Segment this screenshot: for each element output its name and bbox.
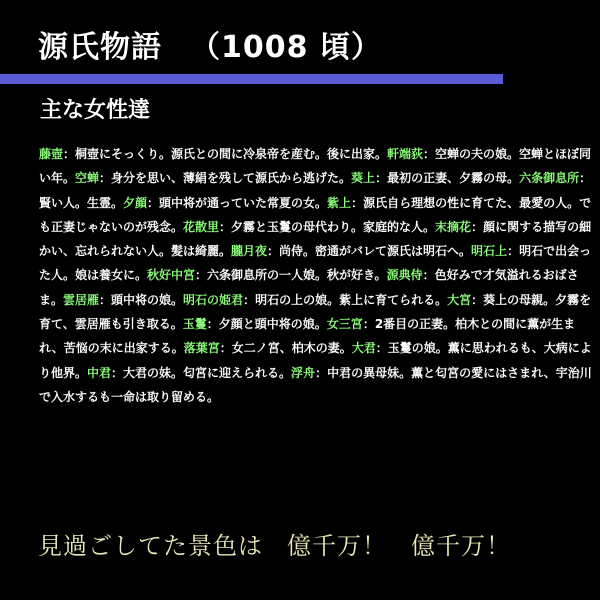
character-description: ：2番目の正妻。柏木との間に薫が生まれ、苦悩の末に出家する。 (39, 317, 576, 356)
character-description: ：玉鬘の娘。薫に思われるも、大病により他界。 (39, 341, 592, 380)
character-description: ：大君の妹。匂宮に迎えられる。 (111, 365, 292, 380)
character-description: ：頭中将の娘。 (99, 292, 184, 307)
character-description: ：中君の異母妹。薫と匂宮の愛にはさまれ、宇治川で入水するも一命は取り留める。 (39, 365, 592, 404)
character-description: ：尚侍。密通がバレて源氏は明石へ。 (267, 244, 472, 259)
character-name: 朧月夜 (231, 244, 268, 259)
character-description: ：明石の上の娘。紫上に育てられる。 (243, 292, 448, 307)
character-description: ：明石で出会った人。娘は養女に。 (39, 244, 592, 283)
character-description: ：最初の正妻、夕霧の母。 (375, 171, 520, 186)
character-list (39, 142, 594, 409)
character-name: 落葉宮 (183, 341, 220, 356)
character-name: 中君 (87, 365, 112, 380)
character-name: 明石の姫君 (183, 292, 244, 307)
section-heading: 主な女性達 (40, 98, 151, 123)
footer-part3: 億千万！ (411, 532, 511, 560)
character-name: 浮舟 (291, 365, 316, 380)
title-era: （1008 頃） (190, 30, 382, 65)
character-description: ：源氏自ら理想の性に育てた、最愛の人。でも正妻じゃないのが残念。 (39, 195, 592, 234)
character-name: 大君 (351, 341, 376, 356)
footer-part1: 見過ごしてた景色は (38, 532, 263, 560)
character-name: 雲居雁 (63, 292, 100, 307)
character-description: ：顔に関する描写の細かい、忘れられない人。髪は綺麗。 (39, 219, 592, 259)
character-description: ：空蝉の夫の娘。空蝉とほぼ同い年。 (39, 147, 592, 186)
character-name: 空蝉 (75, 171, 100, 186)
title-bar (0, 18, 600, 74)
character-name: 軒端荻 (387, 147, 424, 161)
character-name: 明石上 (471, 244, 508, 259)
character-description: ：頭中将が通っていた常夏の女。 (147, 195, 328, 210)
character-description: ：葵上の母親。夕霧を育て、雲居雁も引き取る。 (39, 292, 592, 332)
character-name: 花散里 (183, 219, 220, 234)
character-description: ：桐壺にそっくり。源氏との間に冷泉帝を産む。後に出家。 (63, 147, 388, 161)
character-name: 六条御息所 (519, 171, 580, 186)
character-description: ：六条御息所の一人娘。秋が好き。 (195, 268, 387, 283)
title-main: 源氏物語 (38, 30, 162, 65)
character-name: 女三宮 (326, 317, 363, 332)
character-name: 末摘花 (435, 219, 472, 234)
character-name: 藤壺 (39, 147, 64, 161)
character-name: 大宮 (447, 292, 472, 307)
character-name: 源典侍 (386, 268, 423, 283)
title-underline (0, 74, 503, 84)
footer-part2: 億千万！ (287, 532, 387, 560)
character-description: ：女二ノ宮、柏木の妻。 (219, 341, 352, 356)
character-name: 秋好中宮 (147, 268, 196, 283)
character-description: ：夕顔と頭中将の娘。 (206, 317, 327, 332)
character-name: 夕顔 (123, 195, 148, 210)
character-description: ：賢い人。生霊。 (39, 171, 592, 210)
character-name: 紫上 (327, 195, 352, 210)
character-name: 葵上 (351, 171, 376, 186)
footer-slogan (38, 526, 511, 561)
character-description: ：身分を思い、薄絹を残して源氏から逃げた。 (99, 171, 352, 186)
character-name: 玉鬘 (182, 317, 207, 332)
page-title (38, 22, 382, 66)
character-description: ：色好みで才気溢れるおばさま。 (39, 268, 579, 307)
character-description: ：夕霧と玉鬘の母代わり。家庭的な人。 (219, 219, 436, 234)
